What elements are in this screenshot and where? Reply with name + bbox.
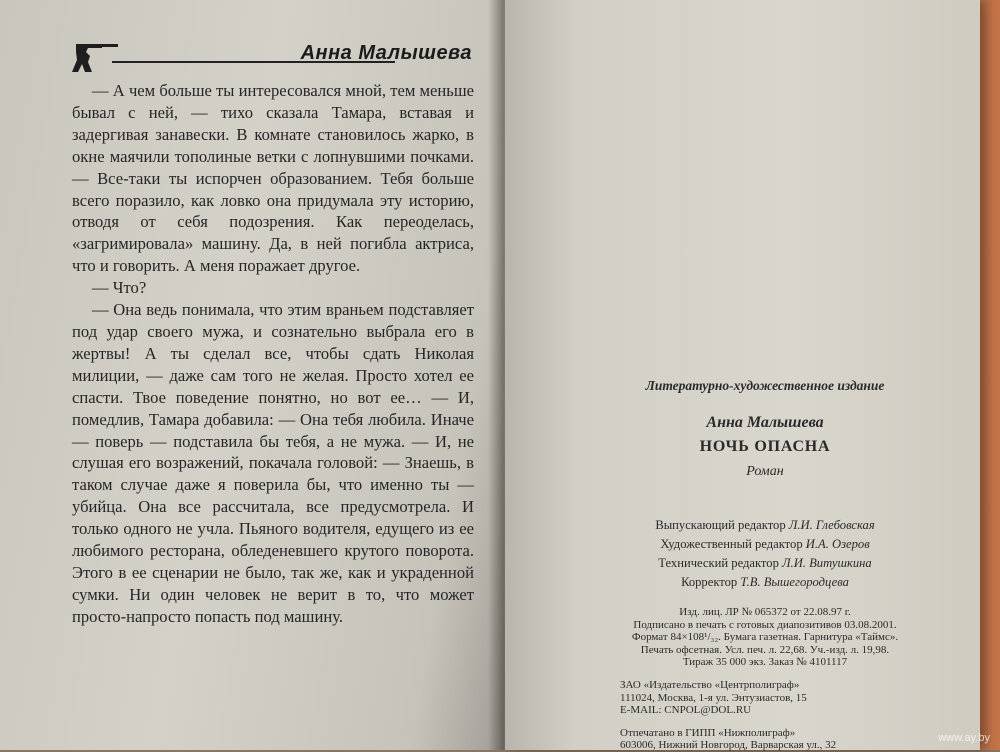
paragraph: — Что? [92,278,147,298]
pub-info-line: Печать офсетная. Усл. печ. л. 22,68. Уч.-изд. л. 19,98. [640,643,890,656]
printer-info [560,727,970,752]
publisher-line: ЗАО «Издательство «Центрполиграф» [620,678,800,691]
gunman-silhouette-icon [72,40,120,74]
publication-info [560,606,970,669]
credit-line [560,535,970,554]
credit-role: Корректор [681,575,738,589]
printer-line: 603006, Нижний Новгород, Варварская ул., 32 [620,739,837,752]
credit-name: Т.В. Вышегородцева [740,575,849,589]
credit-line [560,573,970,592]
credit-line [560,516,970,535]
body-text [72,80,474,628]
book-title: НОЧЬ ОПАСНА [699,438,831,455]
credits-list [560,516,970,592]
credit-role: Выпускающий редактор [655,518,786,532]
credit-role: Художественный редактор [660,537,803,551]
credit-name: Л.И. Витушкина [782,556,872,570]
publisher-info [560,679,970,717]
credit-line [560,554,970,573]
pub-info-line: Тираж 35 000 экз. Заказ № 4101117 [682,656,848,669]
printer-line: Отпечатано в ГИПП «Нижполиграф» [620,726,796,739]
pub-info-line: Формат 84×108¹/₃₂. Бумага газетная. Гарнитура «Таймс». [631,631,899,644]
pub-info-line: Подписано в печать с готовых диапозитивов 03.08.2001. [633,618,897,631]
site-watermark: www.ay.by [938,732,990,744]
imprint-block [560,378,970,752]
header-author: Анна Малышева [300,42,472,64]
credit-role: Технический редактор [658,556,779,570]
publisher-line: E-MAIL: CNPOL@DOL.RU [620,704,752,717]
credit-name: И.А. Озеров [805,537,870,551]
book-subtitle: Роман [746,464,784,479]
pub-info-line: Изд. лиц. ЛР № 065372 от 22.08.97 г. [679,606,851,618]
paragraph: — А чем больше ты интересовался мной, тем меньше бывал с ней, — тихо сказала Тамара, вставая и задергивая занавески. В комнате становилось жарко, в окне маячили тополиные ветки с лопнувшими почками. — Все-таки ты испорчен образованием. Тебя больше всего поразило, как ловко она придумала эту историю, отводя от себя подозрения. Как переоделась, «загримировала» машину. Да, в ней погибла актриса, что и говорить. А меня поражает другое. [72,81,474,276]
paragraph: — Она ведь понимала, что этим враньем подставляет под удар своего мужа, и сознательно выбрала его в жертвы! А ты сделал все, чтобы сдать Николая милиции, — даже сам того не желая. Просто хотел ее спасти. Твое поведение понятно, но вот ее… — И, помедлив, Тамара добавила: — Она тебя любила. Иначе — поверь — подставила бы тебя, а не мужа. — И, не слушая его возражений, покачала головой: — Знаешь, в таком случае даже я поверила бы, что именно ты — убийца. Она все рассчитала, все предусмотрела. И только одного не учла. Пьяного водителя, едущего из ее любимого ресторана, обледеневшего крутого поворота. Этого в ее сценарии не было, так же, как и украденной сумки. Ни один человек не верит в то, что может просто-напросто попасть под машину. [72,300,474,626]
genre-line: Литературно-художественное издание [645,378,885,393]
publisher-line: 111024, Москва, 1-я ул. Энтузиастов, 15 [620,691,807,704]
running-header [72,40,472,74]
book-author: Анна Малышева [706,414,824,431]
credit-name: Л.И. Глебовская [788,518,875,532]
